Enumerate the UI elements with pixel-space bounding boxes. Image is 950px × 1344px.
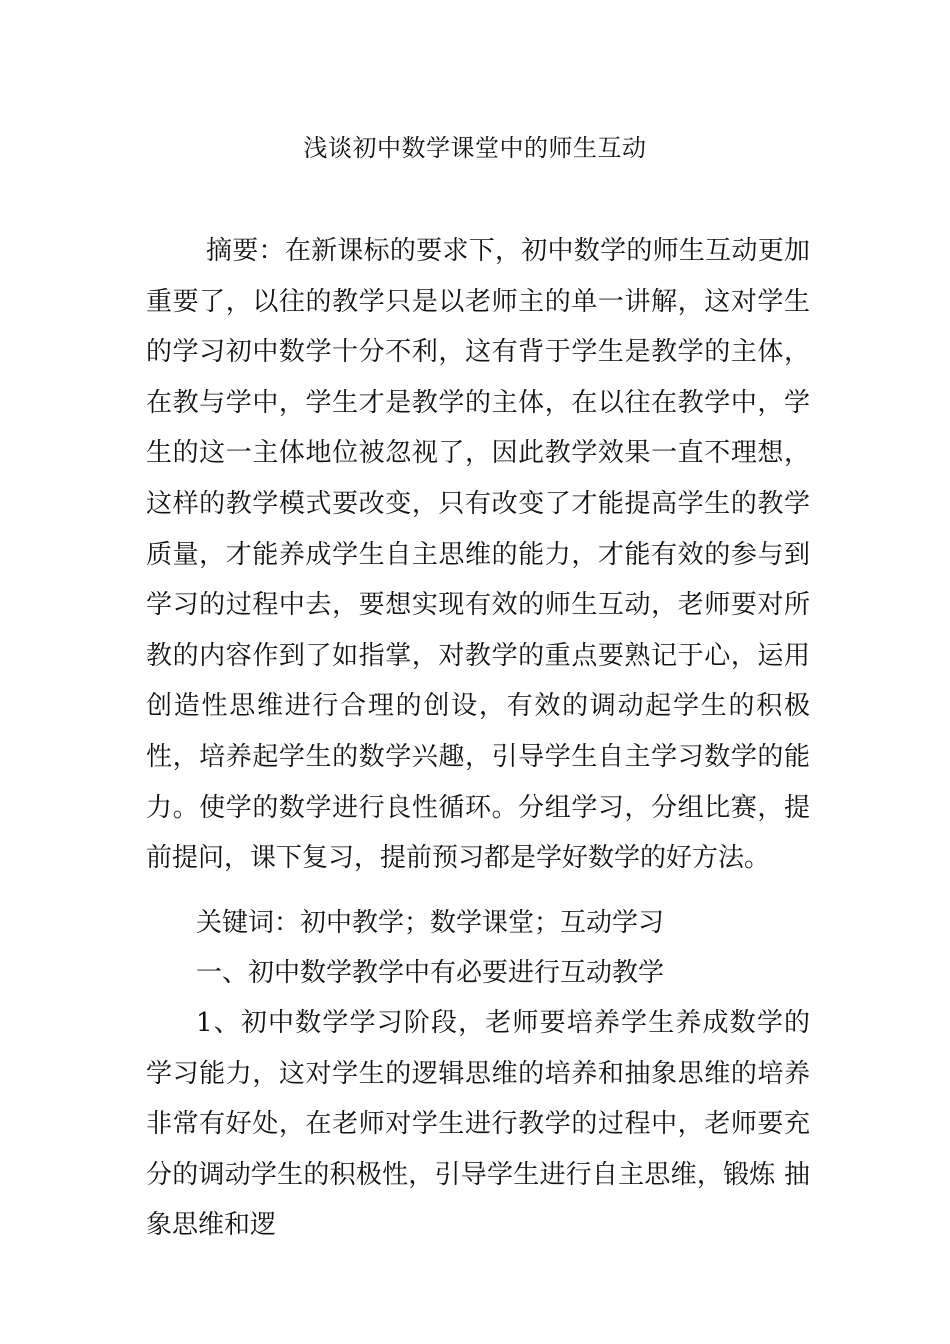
keywords-line: 关键词：初中教学；数学课堂；互动学习	[196, 908, 665, 938]
abstract-paragraph: 摘要：在新课标的要求下，初中数学的师生互动更加重要了，以往的教学只是以老师主的单一讲解，这对学生的学习初中数学十分不利，这有背于学生是教学的主体，在教与学中，学生才是教学的主体，在以往在教学中，学生的这一主体地位被忽视了，因此教学效果一直不理想，这样的教学模式要改变，只有改变了才能提高学生的教学质量，才能养成学生自主思维的能力，才能有效的参与到学习的过程中去，要想实现有效的师生互动，老师要对所教的内容作到了如指掌，对教学的重点要熟记于心，运用创造性思维进行合理的创设，有效的调动起学生的积极性，培养起学生的数学兴趣，引导学生自主学习数学的能力。使学的数学进行良性循环。分组学习，分组比赛，提前提问，课下复习，提前预习都是学好数学的好方法。	[146, 236, 810, 874]
document-title: 浅谈初中数学课堂中的师生互动	[303, 134, 647, 162]
body-paragraph: 1、初中数学学习阶段，老师要培养学生养成数学的学习能力，这对学生的逻辑思维的培养和抽象思维的培养非常有好处，在老师对学生进行教学的过程中，老师要充分的调动学生的积极性，引导学生进行自主思维，锻炼 抽象思维和逻	[146, 1008, 810, 1241]
section-heading: 一、初中数学教学中有必要进行互动教学	[196, 958, 665, 988]
